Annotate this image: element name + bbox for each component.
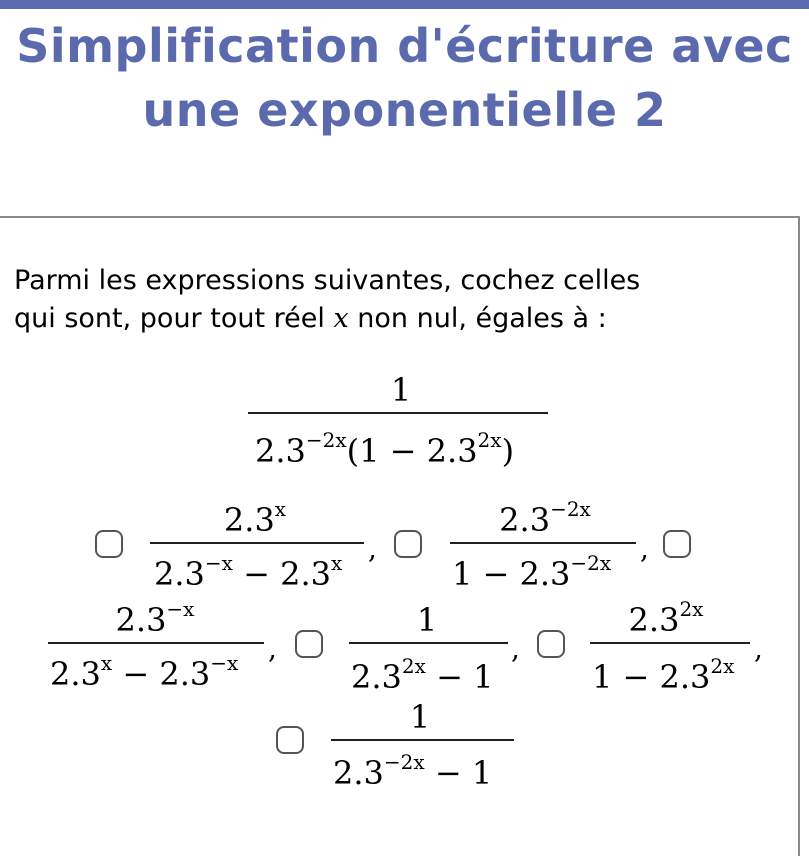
question-line-1: Parmi les expressions suivantes, cochez celles	[14, 265, 641, 296]
target-expression	[248, 371, 548, 470]
variable-x: x	[333, 303, 349, 334]
option-5-checkbox[interactable]	[538, 631, 564, 657]
option-6-denominator: $2.3^{-2x} - 1$	[333, 750, 493, 792]
option-6-checkbox[interactable]	[277, 727, 303, 753]
separator-5: ,	[754, 632, 763, 665]
option-4-numerator: 1	[416, 601, 438, 639]
option-4-checkbox[interactable]	[296, 631, 322, 657]
option-2-checkbox[interactable]	[395, 531, 421, 557]
separator-2: ,	[640, 532, 649, 565]
page-title: Simplification d'écriture avec une exponentielle 2	[16, 19, 793, 137]
option-3-checkbox[interactable]	[664, 531, 690, 557]
option-5-expression	[590, 597, 750, 696]
option-2-numerator: $2.3^{-2x}$	[499, 497, 591, 539]
question-line-2-end: non nul, égales à :	[348, 303, 607, 334]
option-4-expression	[349, 601, 508, 696]
option-2-denominator: $1 - 2.3^{-2x}$	[452, 551, 612, 593]
option-6-numerator: 1	[409, 698, 431, 736]
option-1-denominator: $2.3^{-x} - 2.3^x$	[154, 551, 343, 593]
separator-1: ,	[368, 532, 377, 565]
target-numerator: 1	[390, 371, 412, 409]
option-1-expression	[150, 497, 364, 593]
target-denominator: $2.3^{-2x}(1 - 2.3^{2x})$	[255, 428, 515, 470]
option-1-numerator: 2.3$^x$	[223, 497, 287, 539]
option-3-numerator: $2.3^{-x}$	[115, 597, 195, 639]
option-1-checkbox[interactable]	[96, 531, 122, 557]
separator-4: ,	[511, 632, 520, 665]
option-3-denominator: $2.3^x - 2.3^{-x}$	[50, 651, 239, 693]
option-2-expression	[450, 497, 636, 593]
option-4-denominator: $2.3^{2x} - 1$	[351, 654, 494, 696]
separator-3: ,	[268, 632, 277, 665]
question-line-2-start: qui sont, pour tout réel	[14, 303, 334, 334]
option-5-denominator: $1 - 2.3^{2x}$	[592, 654, 735, 696]
option-3-expression	[48, 597, 264, 693]
option-6-expression	[331, 698, 514, 792]
option-5-numerator: $2.3^{2x}$	[628, 597, 704, 639]
